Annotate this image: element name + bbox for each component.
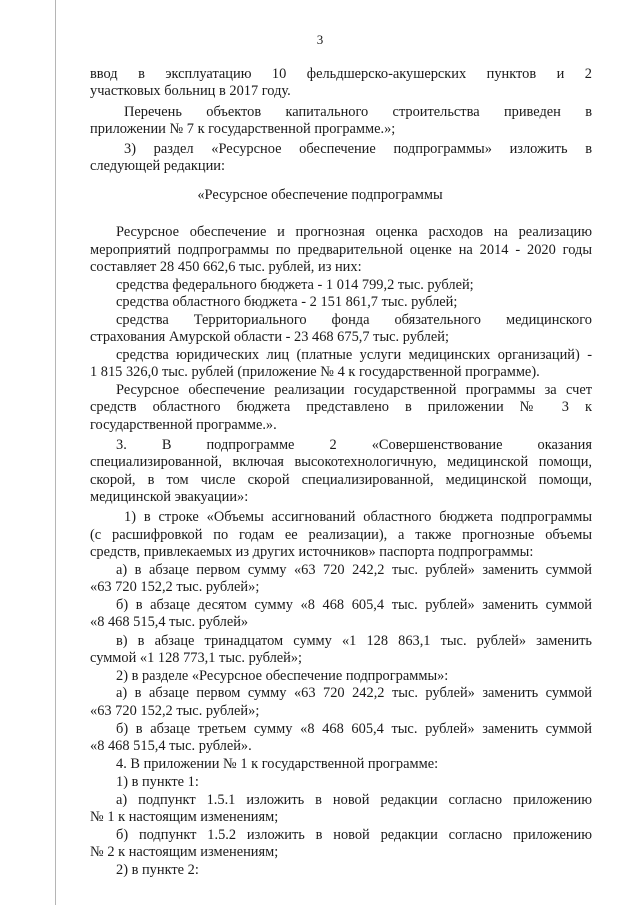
text-line: 4. В приложении № 1 к государственной программе: (116, 756, 439, 772)
text-line: а) в абзаце первом сумму «63 720 242,2 тыс. рублей» заменить суммой (116, 562, 592, 578)
page-edge-line (55, 0, 56, 905)
text-line: б) в абзаце десятом сумму «8 468 605,4 тыс. рублей» заменить суммой (116, 597, 592, 613)
text-line: Ресурсное обеспечение реализации государственной программы за счет (116, 382, 592, 398)
text-line: следующей редакции: (90, 158, 225, 174)
text-line: № 2 к настоящим изменениям; (90, 844, 279, 860)
text-line: средства юридических лиц (платные услуги медицинских организаций) - (116, 347, 592, 363)
text-line: (с расшифровкой по годам ее реализации), а также прогнозные объемы (90, 527, 592, 543)
page-number: 3 (316, 32, 324, 47)
text-line: специализированной, включая высокотехнологичную, медицинской помощи, (90, 454, 592, 470)
text-line: 2) в пункте 2: (116, 862, 199, 878)
text-line: медицинской эвакуации»: (90, 489, 249, 505)
text-line: суммой «1 128 773,1 тыс. рублей»; (90, 650, 303, 666)
text-line: Ресурсное обеспечение и прогнозная оценка расходов на реализацию (116, 224, 592, 240)
text-line: «63 720 152,2 тыс. рублей»; (90, 703, 260, 719)
text-line: «8 468 515,4 тыс. рублей» (90, 614, 249, 630)
text-line: ввод в эксплуатацию 10 фельдшерско-акушерских пунктов и 2 (90, 66, 592, 82)
text-line: средства областного бюджета - 2 151 861,7 тыс. рублей; (116, 294, 458, 310)
text-line: 2) в разделе «Ресурсное обеспечение подпрограммы»: (116, 668, 449, 684)
text-line: средства Территориального фонда обязательного медицинского (116, 312, 592, 328)
text-line: Перечень объектов капитального строительства приведен в (124, 104, 592, 120)
text-line: 1 815 326,0 тыс. рублей (приложение № 4 к государственной программе). (90, 364, 540, 380)
text-line: скорой, в том числе скорой специализированной, медицинской помощи, (90, 472, 592, 488)
text-line: б) в абзаце третьем сумму «8 468 605,4 тыс. рублей» заменить суммой (116, 721, 592, 737)
text-line: страхования Амурской области - 23 468 675,7 тыс. рублей; (90, 329, 449, 345)
text-line: в) в абзаце тринадцатом сумму «1 128 863,1 тыс. рублей» заменить (116, 633, 592, 649)
text-line: составляет 28 450 662,6 тыс. рублей, из них: (90, 259, 362, 275)
text-line: б) подпункт 1.5.2 изложить в новой редакции согласно приложению (116, 827, 592, 843)
text-line: приложении № 7 к государственной программе.»; (90, 121, 396, 137)
text-line: 3) раздел «Ресурсное обеспечение подпрограммы» изложить в (124, 141, 592, 157)
text-line: «63 720 152,2 тыс. рублей»; (90, 579, 260, 595)
text-line: 1) в строке «Объемы ассигнований областного бюджета подпрограммы (124, 509, 592, 525)
text-line: а) подпункт 1.5.1 изложить в новой редакции согласно приложению (116, 792, 592, 808)
text-line: средства федерального бюджета - 1 014 799,2 тыс. рублей; (116, 277, 474, 293)
text-line: № 1 к настоящим изменениям; (90, 809, 279, 825)
text-line: а) в абзаце первом сумму «63 720 242,2 тыс. рублей» заменить суммой (116, 685, 592, 701)
text-line: государственной программе.». (90, 417, 277, 433)
text-line: мероприятий подпрограммы по предварительной оценке на 2014 - 2020 годы (90, 242, 592, 258)
section-heading: «Ресурсное обеспечение подпрограммы (197, 187, 443, 203)
text-line: участковых больниц в 2017 году. (90, 83, 291, 99)
text-line: средств областного бюджета представлено в приложении № 3 к (90, 399, 592, 415)
text-line: «8 468 515,4 тыс. рублей». (90, 738, 252, 754)
text-line: средств, привлекаемых из других источников» паспорта подпрограммы: (90, 544, 534, 560)
text-line: 1) в пункте 1: (116, 774, 199, 790)
text-line: 3. В подпрограмме 2 «Совершенствование оказания (116, 437, 592, 453)
